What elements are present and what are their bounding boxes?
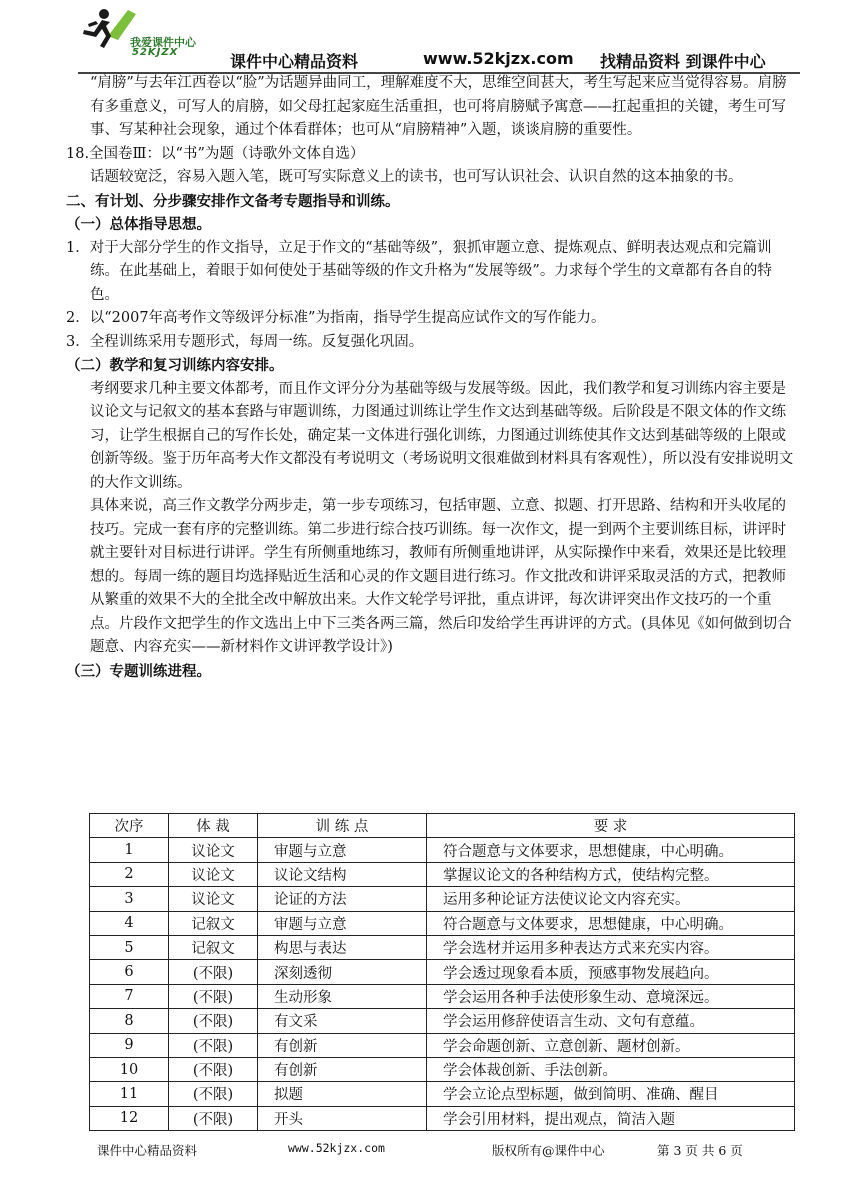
cell-order: 3	[90, 887, 169, 911]
table-row	[90, 1106, 795, 1130]
cell-order: 12	[90, 1106, 169, 1130]
cell-requirement: 符合题意与文体要求，思想健康，中心明确。	[427, 838, 795, 862]
table-row	[90, 862, 795, 886]
cell-order: 6	[90, 960, 169, 984]
cell-order: 11	[90, 1082, 169, 1106]
table-header-row	[90, 814, 795, 838]
footer-site-url[interactable]: www.52kjzx.com	[288, 1141, 385, 1155]
cell-order: 7	[90, 984, 169, 1008]
table-row	[90, 984, 795, 1008]
cell-order: 10	[90, 1057, 169, 1081]
cell-genre: 议论文	[169, 887, 258, 911]
training-schedule-table	[89, 813, 795, 1131]
cell-genre: 记叙文	[169, 911, 258, 935]
cell-requirement: 符合题意与文体要求，思想健康，中心明确。	[427, 911, 795, 935]
col-header-requirement: 要 求	[427, 814, 795, 838]
col-header-order: 次序	[90, 814, 169, 838]
cell-requirement: 学会引用材料，提出观点，简洁入题	[427, 1106, 795, 1130]
table-row	[90, 1082, 795, 1106]
cell-order: 4	[90, 911, 169, 935]
header-site-url[interactable]: www.52kjzx.com	[423, 49, 574, 68]
subheading-3: （三）专题训练进程。	[66, 662, 211, 680]
list-item-1: 1．对于大部分学生的作文指导，立足于作文的“基础等级”，狠抓审题立意、提炼观点、鲜明表达观点和完篇训练。在此基础上，着眼于如何使处于基础等级的作文升格为“发展等级”。力求每个学生的文章都有各自的特色。	[66, 239, 772, 303]
table-row	[90, 1033, 795, 1057]
section-heading-2: 二、有计划、分步骤安排作文备考专题指导和训练。	[66, 192, 400, 210]
header-right-text: 找精品资料 到课件中心	[600, 52, 766, 71]
table-row	[90, 1057, 795, 1081]
cell-genre: 议论文	[169, 838, 258, 862]
cell-order: 5	[90, 935, 169, 959]
page-header	[78, 6, 800, 71]
runner-logo-icon	[78, 6, 138, 50]
paragraph-syllabus: 考纲要求几种主要文体都考，而且作文评分分为基础等级与发展等级。因此，我们教学和复习训练内容主要是议论文与记叙文的基本套路与审题训练，力图通过训练让学生作文达到基础等级。后阶段是不限文体的作文练习，让学生根据自己的写作长处，确定某一文体进行强化训练，力图通过训练使其作文达到基础等级的上限或创新等级。鉴于历年高考大作文都没有考说明文（考场说明文很难做到材料具有客观性），所以没有安排说明文的大作文训练。	[90, 380, 794, 491]
cell-focus: 有文采	[258, 1009, 427, 1033]
cell-requirement: 学会选材并运用多种表达方式来充实内容。	[427, 935, 795, 959]
cell-genre: (不限)	[169, 1106, 258, 1130]
cell-focus: 论证的方法	[258, 887, 427, 911]
cell-focus: 开头	[258, 1106, 427, 1130]
cell-focus: 深刻透彻	[258, 960, 427, 984]
cell-requirement: 学会透过现象看本质，预感事物发展趋向。	[427, 960, 795, 984]
cell-requirement: 学会运用各种手法使形象生动、意境深远。	[427, 984, 795, 1008]
col-header-focus: 训 练 点	[258, 814, 427, 838]
list-item-2: 2．以“2007年高考作文等级评分标准”为指南，指导学生提高应试作文的写作能力。	[66, 310, 606, 326]
cell-order: 2	[90, 862, 169, 886]
cell-focus: 有创新	[258, 1057, 427, 1081]
cell-genre: (不限)	[169, 1057, 258, 1081]
table-row	[90, 1009, 795, 1033]
table-row	[90, 935, 795, 959]
table-row	[90, 911, 795, 935]
cell-genre: 议论文	[169, 862, 258, 886]
footer-page-number: 第 3 页 共 6 页	[657, 1143, 743, 1158]
document-body	[66, 72, 796, 683]
item-18: 18.全国卷Ⅲ：以“书”为题（诗歌外文体自选）	[66, 145, 365, 162]
table-row	[90, 887, 795, 911]
cell-genre: (不限)	[169, 1009, 258, 1033]
col-header-genre: 体 裁	[169, 814, 258, 838]
cell-focus: 构思与表达	[258, 935, 427, 959]
header-left-text: 课件中心精品资料	[230, 52, 359, 71]
cell-requirement: 运用多种论证方法使议论文内容充实。	[427, 887, 795, 911]
cell-genre: (不限)	[169, 1082, 258, 1106]
cell-requirement: 学会体裁创新、手法创新。	[427, 1057, 795, 1081]
logo-text-en: 52KJZX	[132, 47, 179, 58]
cell-genre: (不限)	[169, 1033, 258, 1057]
cell-genre: (不限)	[169, 960, 258, 984]
table-row	[90, 960, 795, 984]
cell-order: 1	[90, 838, 169, 862]
cell-requirement: 学会立论点型标题，做到简明、准确、醒目	[427, 1082, 795, 1106]
footer-left-text: 课件中心精品资料	[97, 1143, 198, 1158]
table-row	[90, 838, 795, 862]
cell-requirement: 学会命题创新、立意创新、题材创新。	[427, 1033, 795, 1057]
subheading-1: （一）总体指导思想。	[66, 216, 211, 233]
cell-focus: 审题与立意	[258, 838, 427, 862]
cell-focus: 拟题	[258, 1082, 427, 1106]
cell-focus: 审题与立意	[258, 911, 427, 935]
paragraph-two-steps: 具体来说，高三作文教学分两步走，第一步专项练习，包括审题、立意、拟题、打开思路、结构和开头收尾的技巧。完成一套有序的完整训练。第二步进行综合技巧训练。每一次作文，提一到两个主要训练目标，讲评时就主要针对目标进行讲评。学生有所侧重地练习，教师有所侧重地讲评，从实际操作中来看，效果还是比较理想的。每周一练的题目均选择贴近生活和心灵的作文题目进行练习。作文批改和讲评采取灵活的方式，把教师从繁重的效果不大的全批全改中解放出来。大作文轮学号评批，重点讲评，每次讲评突出作文技巧的一个重点。片段作文把学生的作文选出上中下三类各两三篇，然后印发给学生再讲评的方式。(具体见《如何做到切合题意、内容充实——新材料作文讲评教学设计》)	[90, 498, 792, 655]
cell-requirement: 学会运用修辞使语言生动、文句有意蕴。	[427, 1009, 795, 1033]
paragraph-book: 话题较宽泛，容易入题入笔，既可写实际意义上的读书，也可写认识社会、认识自然的这本抽象的书。	[90, 169, 743, 185]
site-logo	[78, 6, 218, 68]
cell-focus: 生动形象	[258, 984, 427, 1008]
cell-requirement: 掌握议论文的各种结构方式，使结构完整。	[427, 862, 795, 886]
cell-focus: 议论文结构	[258, 862, 427, 886]
cell-order: 9	[90, 1033, 169, 1057]
paragraph-shoulder: “肩膀”与去年江西卷以“脸”为话题异曲同工，理解难度不大，思维空间甚大，考生写起来应当觉得容易。肩膀有多重意义，可写人的肩膀，如父母扛起家庭生活重担，也可将肩膀赋予寓意——扛起重担的关键，考生可写事、写某种社会现象，通过个体看群体；也可从“肩膀精神”入题，谈谈肩膀的重要性。	[90, 75, 787, 138]
list-item-3: 3．全程训练采用专题形式，每周一练。反复强化巩固。	[66, 333, 424, 350]
footer-copyright: 版权所有@课件中心	[492, 1143, 605, 1158]
cell-genre: (不限)	[169, 984, 258, 1008]
cell-genre: 记叙文	[169, 935, 258, 959]
cell-order: 8	[90, 1009, 169, 1033]
subheading-2: （二）教学和复习训练内容安排。	[66, 357, 284, 374]
logo-text-cn: 我爱课件中心	[130, 36, 196, 49]
cell-focus: 有创新	[258, 1033, 427, 1057]
